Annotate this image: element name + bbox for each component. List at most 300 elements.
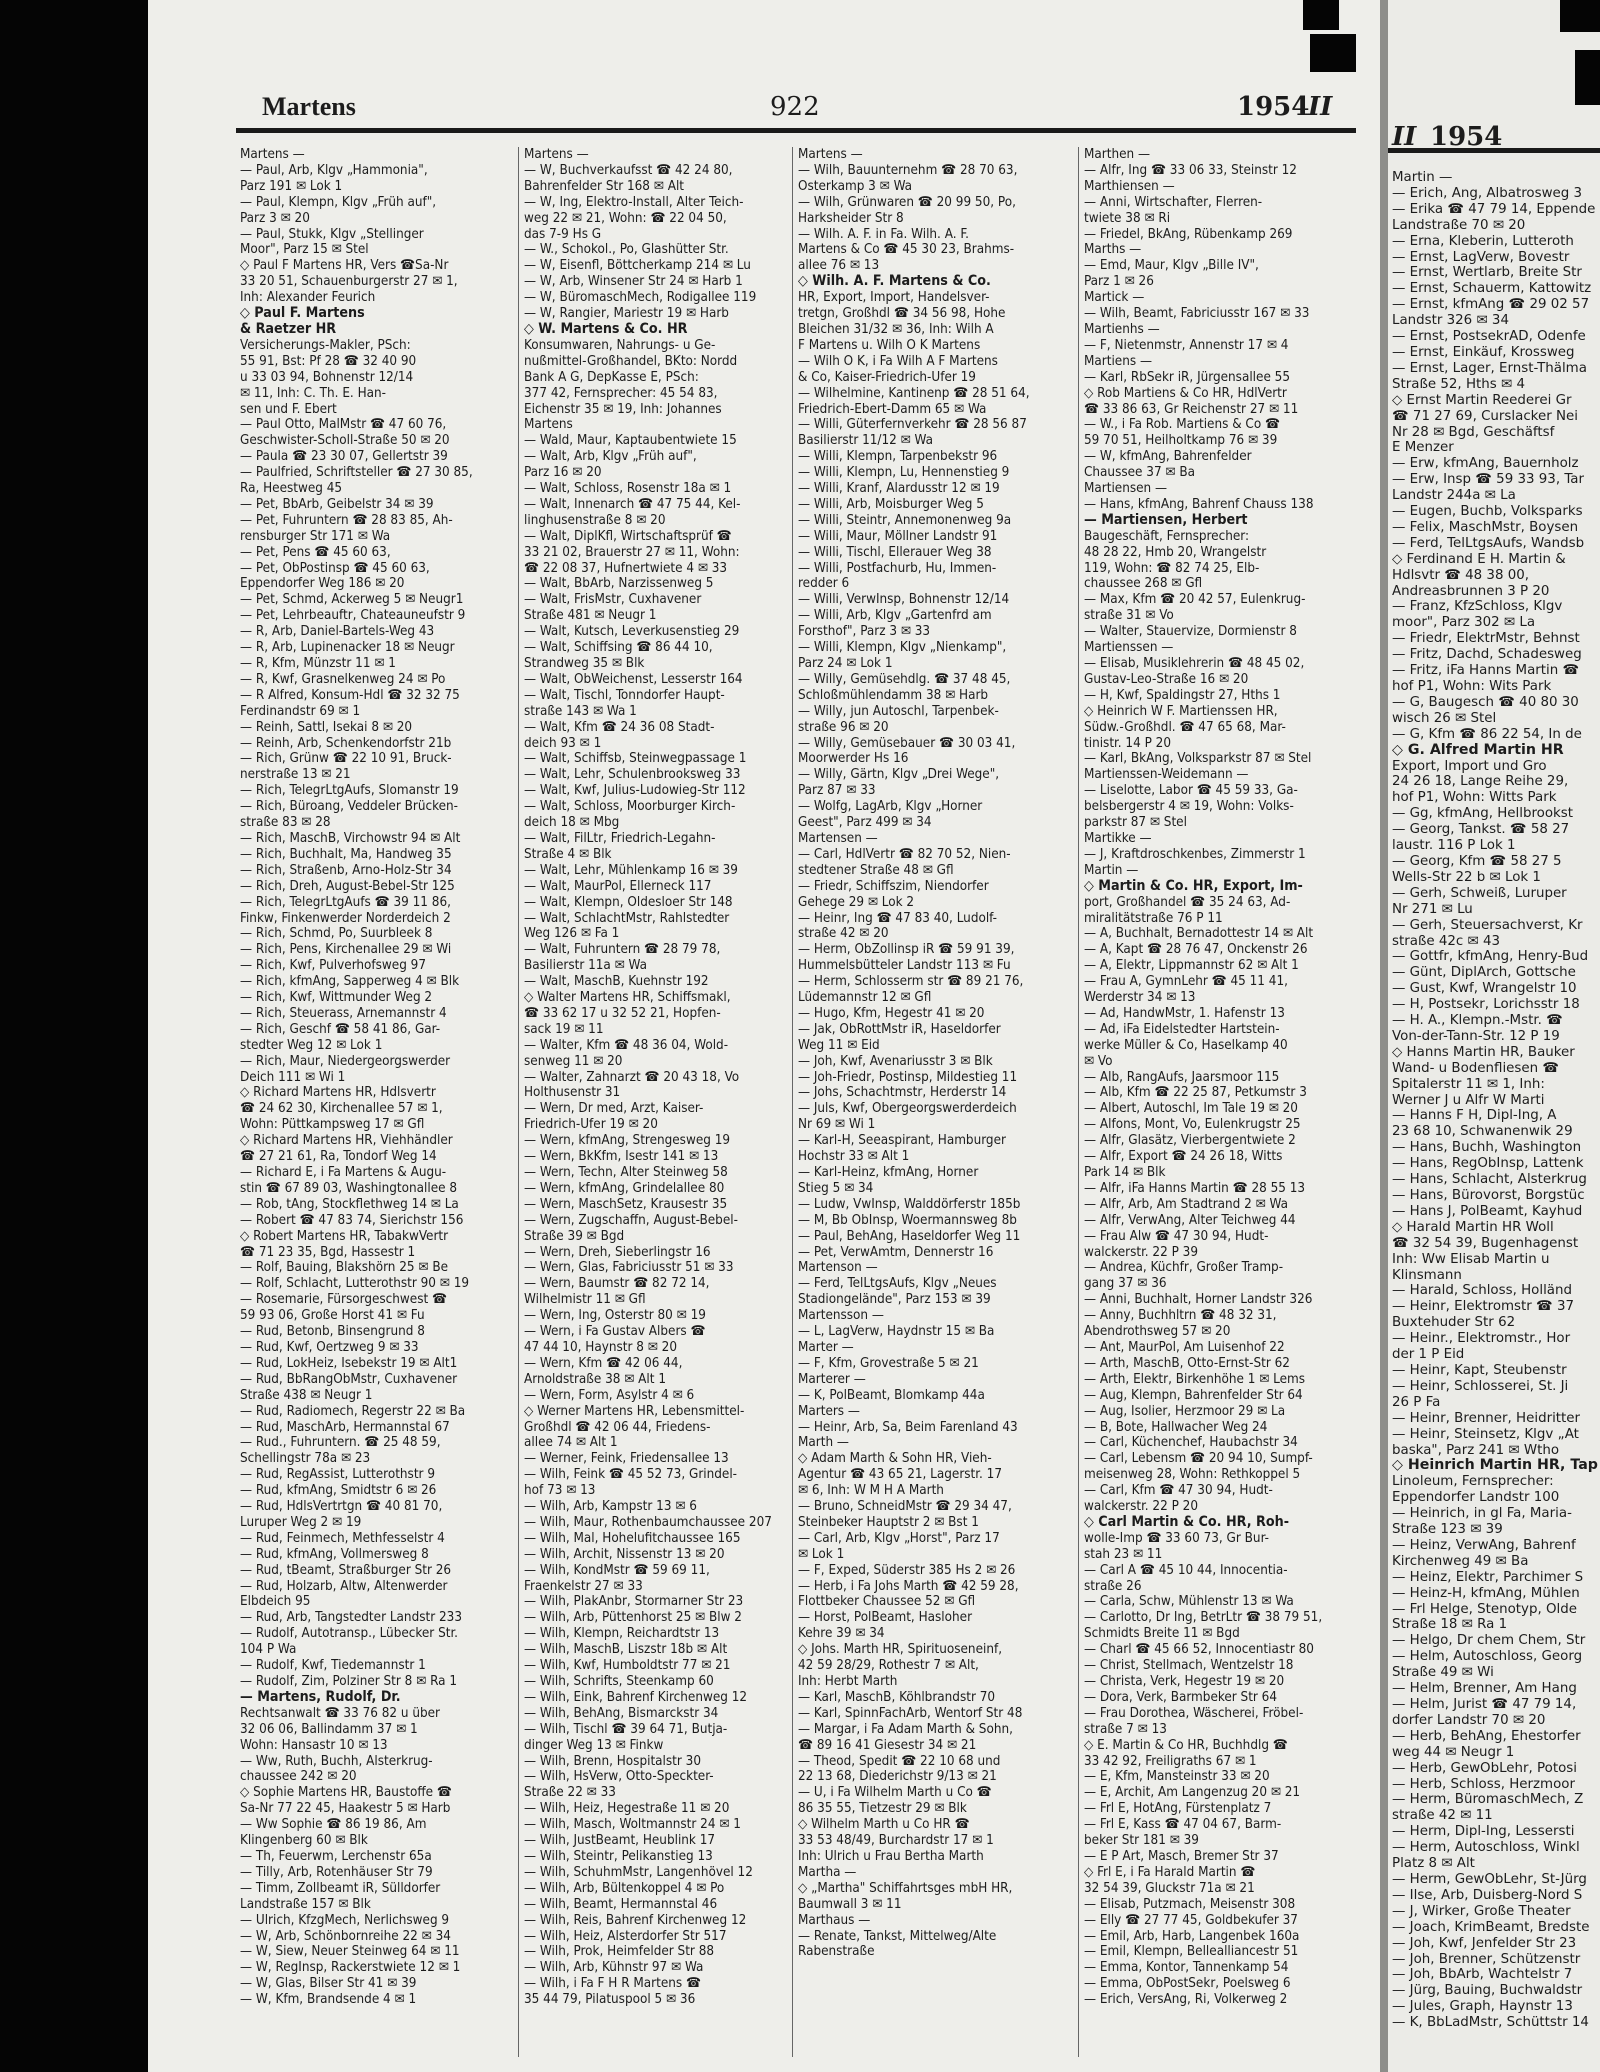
directory-entry-line: — Rud, Kwf, Oertzweg 9 ✉ 33 (240, 1339, 419, 1355)
directory-entry-line: Martensson — (798, 1308, 884, 1324)
directory-entry-line: redder 6 (798, 576, 850, 592)
directory-entry-line: — Horst, PolBeamt, Hasloher (798, 1610, 973, 1626)
directory-entry-line: — Herb, i Fa Johs Marth ☎ 42 59 28, (798, 1578, 1019, 1594)
directory-entry-line: — Pet, ObPostinsp ☎ 45 60 63, (240, 560, 430, 576)
directory-entry-line: — H, Kwf, Spaldingstr 27, Hths 1 (1084, 687, 1281, 703)
directory-entry-line: Baumwall 3 ✉ 11 (798, 1896, 902, 1912)
directory-entry-line: Straße 481 ✉ Neugr 1 (524, 608, 657, 624)
directory-entry-line: — Heinr, Elektromstr ☎ 37 (1392, 1299, 1575, 1315)
directory-entry-line: Basilierstr 11/12 ✉ Wa (798, 433, 933, 449)
directory-entry-line: Martick — (1084, 290, 1145, 306)
directory-entry-line: — J, Wirker, Große Theater (1392, 1903, 1571, 1919)
directory-entry-line: — Wilh, Heiz, Alsterdorfer Str 517 (524, 1928, 727, 1944)
directory-entry-line: — Joh, Brenner, Schützenstr (1392, 1951, 1581, 1967)
directory-entry-line: — Joh, Kwf, Avenariusstr 3 ✉ Blk (798, 1053, 993, 1069)
directory-entry-line: ☎ 24 62 30, Kirchenallee 57 ✉ 1, (240, 1101, 443, 1117)
directory-entry-line: — Wilh, i Fa F H R Martens ☎ (524, 1976, 701, 1992)
directory-entry-line: straße 31 ✉ Vo (1084, 608, 1174, 624)
directory-entry-line: ☎ 71 23 35, Bgd, Hassestr 1 (240, 1244, 416, 1260)
directory-entry-line: — K, BbLadMstr, Schüttstr 14 (1392, 2015, 1589, 2031)
directory-entry-line: — Herb, Schloss, Herzmoor (1392, 1776, 1575, 1792)
directory-entry-line: Landstraße 70 ✉ 20 (1392, 217, 1526, 233)
directory-entry-line: — Rudolf, Zim, Polziner Str 8 ✉ Ra 1 (240, 1674, 458, 1689)
directory-entry-line: ◇ Ernst Martin Reederei Gr (1392, 392, 1572, 408)
directory-entry-line: — Georg, Kfm ☎ 58 27 5 (1392, 853, 1562, 869)
directory-entry-line: Moor", Parz 15 ✉ Stel (240, 242, 369, 258)
directory-entry-line: — Christa, Verk, Hegestr 19 ✉ 20 (1084, 1674, 1285, 1689)
directory-entry-line: gang 37 ✉ 36 (1084, 1276, 1167, 1292)
directory-entry-line: — W, Arb, Schönbornreihe 22 ✉ 34 (240, 1928, 451, 1944)
directory-entry-line: — Erw, kfmAng, Bauernholz (1392, 456, 1579, 472)
directory-entry-line: — Rud, kfmAng, Vollmersweg 8 (240, 1546, 429, 1562)
directory-entry-line: ✉ Lok 1 (798, 1546, 845, 1562)
directory-entry-line: — Rud, Radiomech, Regerstr 22 ✉ Ba (240, 1403, 466, 1419)
directory-entry-line: Bahrenfelder Str 168 ✉ Alt (524, 178, 685, 194)
directory-entry-line: — Martiensen, Herbert (1084, 511, 1248, 528)
directory-entry-line: Stieg 5 ✉ 34 (798, 1180, 874, 1196)
directory-entry-line: — Rich, Buchhalt, Ma, Handweg 35 (240, 846, 452, 862)
directory-entry-line: — Wern, i Fa Gustav Albers ☎ (524, 1324, 706, 1340)
directory-entry-line: 377 42, Fernsprecher: 45 54 83, (524, 385, 718, 401)
directory-entry-line: — Heinr, Schlosserei, St. Ji (1392, 1378, 1569, 1394)
directory-entry-line: — Frau Dorothea, Wäscherei, Fröbel- (1084, 1705, 1304, 1721)
directory-entry-line: Martens — (240, 147, 305, 162)
directory-entry-line: — Heinr., Elektromstr., Hor (1392, 1331, 1571, 1347)
directory-entry-line: stedter Weg 12 ✉ Lok 1 (240, 1037, 383, 1053)
directory-entry-line: — Reinh, Sattl, Isekai 8 ✉ 20 (240, 719, 413, 735)
directory-entry-line: allee 76 ✉ 13 (798, 258, 880, 274)
facing-page-column (1392, 170, 1600, 2031)
directory-entry-line: — Dora, Verk, Barmbeker Str 64 (1084, 1689, 1278, 1705)
directory-entry-line: — Wern, Ing, Osterstr 80 ✉ 19 (524, 1308, 706, 1324)
directory-entry-line: — Paul Otto, MalMstr ☎ 47 60 76, (240, 417, 447, 433)
directory-entry-line: — Wern, Dreh, Sieberlingstr 16 (524, 1244, 711, 1260)
directory-entry-line: 86 35 55, Tietzestr 29 ✉ Blk (798, 1801, 967, 1817)
directory-entry-line: — Rud., Fuhruntern. ☎ 25 48 59, (240, 1435, 441, 1451)
directory-entry-line: — Willi, Klempn, Lu, Hennenstieg 9 (798, 465, 1010, 481)
directory-entry-line: — Wern, Dr med, Arzt, Kaiser- (524, 1101, 704, 1117)
directory-entry-line: Marterer — (798, 1371, 866, 1387)
page-year: 1954 (1237, 92, 1310, 122)
directory-entry-line: — Theod, Spedit ☎ 22 10 68 und (798, 1753, 1001, 1769)
directory-entry-line: ☎ 22 08 37, Hufnertwiete 4 ✉ 33 (524, 560, 728, 576)
directory-entry-line: — Aug, Isolier, Herzmoor 29 ✉ La (1084, 1403, 1286, 1419)
directory-entry-line: — Ww Sophie ☎ 86 19 86, Am (240, 1817, 427, 1833)
directory-entry-line: — Willi, Arb, Moisburger Weg 5 (798, 496, 984, 512)
directory-entry-line: — Wilh, PlakAnbr, Stormarner Str 23 (524, 1594, 744, 1610)
directory-entry-line: chaussee 268 ✉ Gfl (1084, 576, 1203, 592)
directory-entry-line: Martienhs — (1084, 321, 1160, 337)
directory-entry-line: — Emma, ObPostSekr, Poelsweg 6 (1084, 1976, 1291, 1992)
directory-column-3 (798, 147, 1072, 2057)
directory-entry-line: Platz 8 ✉ Alt (1392, 1856, 1475, 1872)
directory-entry-line: Inh: Alexander Feurich (240, 290, 376, 306)
directory-entry-line: — Wilh O K, i Fa Wilh A F Martens (798, 353, 998, 369)
directory-entry-line: — Helm, Autoschloss, Georg (1392, 1649, 1583, 1665)
directory-entry-line: — Charl ☎ 45 66 52, Innocentiastr 80 (1084, 1642, 1314, 1658)
column-divider (792, 147, 793, 2057)
directory-entry-line: Hummelsbütteler Landstr 113 ✉ Fu (798, 958, 1011, 974)
directory-entry-line: Osterkamp 3 ✉ Wa (798, 178, 913, 194)
directory-entry-line: — Erich, VersAng, Ri, Volkerweg 2 (1084, 1992, 1288, 2008)
directory-entry-line: — Rich, kfmAng, Sapperweg 4 ✉ Blk (240, 974, 460, 990)
directory-entry-line: ◇ Frl E, i Fa Harald Martin ☎ (1084, 1864, 1256, 1880)
directory-entry-line: ◇ Heinrich Martin HR, Tap (1392, 1457, 1598, 1474)
directory-entry-line: — Reinh, Arb, Schenkendorfstr 21b (240, 735, 452, 751)
directory-entry-line: — Elisab, Putzmach, Meisenstr 308 (1084, 1896, 1296, 1912)
directory-entry-line: — Joh-Friedr, Postinsp, Mildestieg 11 (798, 1069, 1018, 1085)
directory-entry-line: — Ferd, TelLtgsAufs, Wandsb (1392, 535, 1585, 551)
directory-entry-line: allee 74 ✉ Alt 1 (524, 1435, 618, 1451)
directory-entry-line: — Andrea, Küchfr, Großer Tramp- (1084, 1260, 1284, 1276)
directory-entry-line: — Helgo, Dr chem Chem, Str (1392, 1633, 1586, 1649)
directory-entry-line: Rabenstraße (798, 1944, 875, 1960)
directory-entry-line: twiete 38 ✉ Ri (1084, 210, 1171, 226)
directory-entry-line: — Juls, Kwf, Obergeorgswerderdeich (798, 1101, 1017, 1117)
directory-entry-line: — Gg, kfmAng, Hellbrookst (1392, 806, 1574, 822)
directory-entry-line: — Fritz, Dachd, Schadesweg (1392, 647, 1582, 663)
directory-entry-line: — Erika ☎ 47 79 14, Eppende (1392, 201, 1596, 217)
directory-entry-line: ✉ 6, Inh: W M H A Marth (798, 1483, 944, 1499)
directory-entry-line: Schloßmühlendamm 38 ✉ Harb (798, 687, 989, 703)
directory-entry-line: Arnoldstraße 38 ✉ Alt 1 (524, 1371, 666, 1387)
directory-entry-line: — Richard E, i Fa Martens & Augu- (240, 1165, 447, 1180)
directory-entry-line: — Wolfg, LagArb, Klgv „Horner (798, 799, 983, 815)
directory-entry-line: 23 68 10, Schwanenwik 29 (1392, 1124, 1573, 1140)
directory-entry-line: — Johs, Schachtmstr, Herderstr 14 (798, 1085, 1007, 1101)
directory-entry-line: — Wern, Glas, Fabriciusstr 51 ✉ 33 (524, 1260, 734, 1276)
directory-entry-line: — Carlotto, Dr Ing, BetrLtr ☎ 38 79 51, (1084, 1610, 1323, 1626)
directory-entry-line: — Anny, Buchhltrn ☎ 48 32 31, (1084, 1308, 1277, 1324)
directory-entry-line: weg 44 ✉ Neugr 1 (1392, 1744, 1515, 1760)
directory-entry-line: — Helm, Jurist ☎ 47 79 14, (1392, 1697, 1577, 1712)
directory-entry-line: — A, Kapt ☎ 28 76 47, Onckenstr 26 (1084, 942, 1308, 958)
directory-entry-line: — Max, Kfm ☎ 20 42 57, Eulenkrug- (1084, 592, 1306, 608)
directory-entry-line: — Rosemarie, Fürsorgeschwest ☎ (240, 1292, 448, 1308)
directory-entry-line: — W, Siew, Neuer Steinweg 64 ✉ 11 (240, 1944, 460, 1960)
directory-entry-line: — Wilh, Eink, Bahrenf Kirchenweg 12 (524, 1689, 748, 1705)
directory-entry-line: ◇ W. Martens & Co. HR (524, 320, 688, 337)
directory-entry-line: Friedrich-Ufer 19 ✉ 20 (524, 1117, 658, 1133)
directory-entry-line: — Wilh, Masch, Woltmannstr 24 ✉ 1 (524, 1817, 741, 1833)
directory-entry-line: — Hans, Schlacht, Alsterkrug (1392, 1172, 1587, 1188)
directory-entry-line: ◇ Werner Martens HR, Lebensmittel- (524, 1403, 745, 1419)
directory-entry-line: Nr 271 ✉ Lu (1392, 901, 1473, 917)
directory-entry-line: Martin — (1392, 170, 1453, 185)
directory-entry-line: port, Großhandel ☎ 35 24 63, Ad- (1084, 894, 1291, 910)
directory-entry-line: Südw.-Großhdl. ☎ 47 65 68, Mar- (1084, 719, 1286, 735)
directory-entry-line: ☎ 27 21 61, Ra, Tondorf Weg 14 (240, 1149, 437, 1165)
directory-entry-line: Parz 1 ✉ 26 (1084, 274, 1154, 290)
directory-entry-line: — Willy, Gemüsehdlg. ☎ 37 48 45, (798, 671, 1011, 687)
directory-entry-line: — Wern, kfmAng, Grindelallee 80 (524, 1180, 725, 1196)
directory-entry-line: — Emil, Klempn, Bellealliancestr 51 (1084, 1944, 1299, 1960)
scan-border-left (0, 0, 148, 2072)
directory-entry-line: straße 143 ✉ Wa 1 (524, 703, 637, 719)
directory-entry-line: Andreasbrunnen 3 P 20 (1392, 583, 1550, 599)
directory-entry-line: — U, i Fa Wilhelm Marth u Co ☎ (798, 1785, 992, 1801)
directory-entry-line: Chaussee 37 ✉ Ba (1084, 465, 1195, 481)
directory-entry-line: — Werner, Feink, Friedensallee 13 (524, 1451, 729, 1467)
directory-entry-line: stah 23 ✉ 11 (1084, 1546, 1163, 1562)
directory-entry-line: — Ant, MaurPol, Am Luisenhof 22 (1084, 1339, 1285, 1355)
directory-entry-line: Deich 111 ✉ Wi 1 (240, 1069, 346, 1085)
directory-entry-line: — Friedr, Schiffszim, Niendorfer (798, 878, 989, 894)
directory-entry-line: hof P1, Wohn: Wits Park (1392, 679, 1552, 694)
directory-entry-line: — Albert, Autoschl, Im Tale 19 ✉ 20 (1084, 1101, 1298, 1117)
directory-entry-line: — M, Bb ObInsp, Woermannsweg 8b (798, 1212, 1017, 1228)
directory-entry-line: HR, Export, Import, Handelsver- (798, 290, 990, 306)
directory-entry-line: — Frau Alw ☎ 47 30 94, Hudt- (1084, 1228, 1269, 1244)
directory-entry-line: — Wilh, Grünwaren ☎ 20 99 50, Po, (798, 194, 1016, 210)
directory-entry-line: — Wilh, JustBeamt, Heublink 17 (524, 1833, 716, 1849)
directory-entry-line: — Jules, Graph, Haynstr 13 (1392, 1999, 1573, 2015)
directory-entry-line: — E, Archit, Am Langenzug 20 ✉ 21 (1084, 1785, 1301, 1801)
directory-entry-line: Wilhelmistr 11 ✉ Gfl (524, 1292, 646, 1308)
directory-entry-line: ◇ Sophie Martens HR, Baustoffe ☎ (240, 1785, 452, 1801)
directory-entry-line: — Joach, KrimBeamt, Bredste (1392, 1919, 1590, 1935)
directory-entry-line: walckerstr. 22 P 20 (1084, 1499, 1199, 1515)
directory-entry-line: straße 7 ✉ 13 (1084, 1721, 1167, 1737)
directory-entry-line: — Willi, Klempn, Tarpenbekstr 96 (798, 449, 998, 465)
directory-entry-line: — Joh, Kwf, Jenfelder Str 23 (1392, 1935, 1577, 1951)
directory-entry-line: Martiensen — (1084, 481, 1168, 497)
directory-entry-line: — Paul, Arb, Klgv „Hammonia", (240, 162, 428, 178)
directory-entry-line: — H. A., Klempn.-Mstr. ☎ (1392, 1013, 1563, 1029)
directory-entry-line: Hdlsvtr ☎ 48 38 00, (1392, 567, 1530, 583)
directory-entry-line: — Rich, Pens, Kirchenallee 29 ✉ Wi (240, 942, 452, 958)
directory-entry-line: — Ernst, Einkäuf, Krossweg (1392, 344, 1575, 360)
directory-entry-line: — Wilh, Heiz, Hegestraße 11 ✉ 20 (524, 1801, 730, 1817)
directory-entry-line: — Friedr, ElektrMstr, Behnst (1392, 631, 1580, 647)
directory-entry-line: 33 53 48/49, Burchardstr 17 ✉ 1 (798, 1833, 994, 1849)
directory-entry-line: — L, LagVerw, Haydnstr 15 ✉ Ba (798, 1324, 995, 1340)
directory-entry-line: — Alfr, Export ☎ 24 26 18, Witts (1084, 1149, 1283, 1165)
directory-entry-line: Parz 16 ✉ 20 (524, 465, 602, 481)
directory-entry-line: — A, Buchhalt, Bernadottestr 14 ✉ Alt (1084, 926, 1314, 942)
directory-entry-line: — Wilh, Arb, Kühnstr 97 ✉ Wa (524, 1960, 704, 1976)
directory-entry-line: — Walt, Kfm ☎ 24 36 08 Stadt- (524, 719, 715, 735)
directory-entry-line: Straße 39 ✉ Bgd (524, 1228, 625, 1244)
directory-entry-line: — K, PolBeamt, Blomkamp 44a (798, 1387, 985, 1403)
directory-entry-line: — Rob, tAng, Stockflethweg 14 ✉ La (240, 1196, 459, 1212)
directory-entry-line: 59 70 51, Heilholtkamp 76 ✉ 39 (1084, 433, 1278, 449)
directory-entry-line: — Walt, Innenarch ☎ 47 75 44, Kel- (524, 496, 741, 512)
directory-entry-line: — Willi, Tischl, Ellerauer Weg 38 (798, 544, 992, 560)
directory-entry-line: Spitalerstr 11 ✉ 1, Inh: (1392, 1076, 1545, 1092)
directory-entry-line: & Co, Kaiser-Friedrich-Ufer 19 (798, 369, 976, 385)
directory-entry-line: Friedrich-Ebert-Damm 65 ✉ Wa (798, 401, 987, 417)
directory-entry-line: — Walter, Kfm ☎ 48 36 04, Wold- (524, 1037, 729, 1053)
directory-entry-line: — Wern, Baumstr ☎ 82 72 14, (524, 1276, 710, 1292)
facing-page-volume: II (1392, 122, 1417, 152)
directory-entry-line: — Hans, Bürovorst, Borgstüc (1392, 1188, 1585, 1203)
directory-entry-line: Weg 126 ✉ Fa 1 (524, 926, 620, 942)
directory-entry-line: — Erich, Ang, Albatrosweg 3 (1392, 185, 1583, 201)
directory-entry-line: — Ad, HandwMstr, 1. Hafenstr 13 (1084, 1005, 1285, 1021)
directory-entry-line: Marter — (798, 1339, 854, 1355)
directory-entry-line: ◇ Paul F Martens HR, Vers ☎Sa-Nr (240, 258, 449, 274)
directory-entry-line: — Wern, Kfm ☎ 42 06 44, (524, 1355, 683, 1371)
directory-entry-line: Parz 87 ✉ 33 (798, 783, 876, 799)
directory-entry-line: — Willi, Maur, Möllner Landstr 91 (798, 528, 998, 544)
directory-entry-line: Inh: Herbt Marth (798, 1674, 898, 1689)
directory-entry-line: ◇ Harald Martin HR Woll (1392, 1219, 1554, 1235)
directory-entry-line: — Gerh, Steuersachverst, Kr (1392, 917, 1583, 933)
directory-entry-line: stedtener Straße 48 ✉ Gfl (798, 862, 954, 878)
directory-entry-line: Schmidts Breite 11 ✉ Bgd (1084, 1626, 1240, 1642)
directory-entry-line: Baugeschäft, Fernsprecher: (1084, 528, 1250, 544)
directory-entry-line: sack 19 ✉ 11 (524, 1021, 604, 1037)
directory-entry-line: 24 26 18, Lange Reihe 29, (1392, 774, 1569, 790)
directory-entry-line: ◇ Richard Martens HR, Hdlsvertr (240, 1085, 436, 1101)
directory-entry-line: — Rich, Kwf, Wittmunder Weg 2 (240, 990, 433, 1006)
directory-entry-line: Martin — (1084, 862, 1139, 878)
directory-entry-line: — Fritz, iFa Hanns Martin ☎ (1392, 663, 1580, 679)
directory-entry-line: — Pet, VerwAmtm, Dennerstr 16 (798, 1244, 994, 1260)
directory-entry-line: — Wern, MaschSetz, Krausestr 35 (524, 1196, 728, 1212)
directory-entry-line: — W., Schokol., Po, Glashütter Str. (524, 242, 729, 258)
directory-entry-line: — Karl-H, Seeaspirant, Hamburger (798, 1133, 1006, 1149)
directory-entry-line: — Herm, GewObLehr, St-Jürg (1392, 1871, 1587, 1887)
directory-entry-line: — Ludw, VwInsp, Walddörferstr 185b (798, 1196, 1021, 1212)
directory-entry-line: nerstraße 13 ✉ 21 (240, 767, 351, 783)
directory-entry-line: — F, Nietenmstr, Annenstr 17 ✉ 4 (1084, 337, 1289, 353)
directory-entry-line: Martienssen-Weidemann — (1084, 767, 1249, 783)
directory-entry-line: — Heinz-H, kfmAng, Mühlen (1392, 1585, 1580, 1601)
directory-entry-line: ✉ Vo (1084, 1053, 1113, 1069)
directory-entry-line: Landstraße 157 ✉ Blk (240, 1896, 371, 1912)
directory-entry-line: — Rich, Dreh, August-Bebel-Str 125 (240, 878, 455, 894)
directory-entry-line: — Th, Feuerwm, Lerchenstr 65a (240, 1848, 432, 1864)
directory-entry-line: Straße 123 ✉ 39 (1392, 1522, 1503, 1538)
directory-entry-line: — Frl Helge, Stenotyp, Olde (1392, 1601, 1577, 1617)
directory-entry-line: tinistr. 14 P 20 (1084, 735, 1171, 751)
directory-entry-line: — Walt, DiplKfl, Wirtschaftsprüf ☎ (524, 528, 732, 544)
directory-entry-line: — W, Kfm, Brandsende 4 ✉ 1 (240, 1992, 417, 2008)
directory-entry-line: ◇ Heinrich W F. Martienssen HR, (1084, 703, 1278, 719)
directory-entry-line: — Wilh, Beamt, Fabriciusstr 167 ✉ 33 (1084, 306, 1310, 322)
directory-entry-line: Elbdeich 95 (240, 1594, 311, 1610)
directory-entry-line: — Ernst, Lager, Ernst-Thälma (1392, 360, 1587, 376)
directory-entry-line: — Wilh. A. F. in Fa. Wilh. A. F. (798, 226, 969, 242)
directory-entry-line: — Rich, Kwf, Pulverhofsweg 97 (240, 958, 426, 974)
directory-entry-line: Nr 69 ✉ Wi 1 (798, 1117, 876, 1133)
directory-entry-line: — Walt, Schloss, Rosenstr 18a ✉ 1 (524, 481, 732, 497)
directory-entry-line: — Heinr, Brenner, Heidritter (1392, 1410, 1581, 1426)
directory-entry-line: Stadiongelände", Parz 153 ✉ 39 (798, 1292, 991, 1308)
directory-entry-line: — F, Kfm, Grovestraße 5 ✉ 21 (798, 1355, 979, 1371)
directory-entry-line: — Carla, Schw, Mühlenstr 13 ✉ Wa (1084, 1594, 1294, 1610)
directory-entry-line: — Wilh, Archit, Nissenstr 13 ✉ 20 (524, 1546, 725, 1562)
directory-entry-line: — R, Arb, Lupinenacker 18 ✉ Neugr (240, 640, 455, 656)
page-number: 922 (770, 92, 820, 122)
directory-entry-line: — Christ, Stellmach, Wentzelstr 18 (1084, 1658, 1294, 1674)
directory-entry-line: — Wilh, Beamt, Hermannstal 46 (524, 1896, 718, 1912)
directory-entry-line: wisch 26 ✉ Stel (1392, 710, 1497, 726)
directory-entry-line: — R Alfred, Konsum-Hdl ☎ 32 32 75 (240, 687, 460, 703)
directory-entry-line: — Pet, Fuhruntern ☎ 28 83 85, Ah- (240, 512, 453, 528)
directory-entry-line: — Karl, MaschB, Köhlbrandstr 70 (798, 1689, 996, 1705)
directory-entry-line: Weg 11 ✉ Eid (798, 1037, 880, 1053)
directory-entry-line: laustr. 116 P Lok 1 (1392, 838, 1516, 854)
directory-entry-line: — Erna, Kleberin, Lutteroth (1392, 233, 1574, 249)
directory-entry-line: — Aug, Klempn, Bahrenfelder Str 64 (1084, 1387, 1303, 1403)
column-divider (1078, 147, 1079, 2057)
directory-entry-line: — Carl, Küchenchef, Haubachstr 34 (1084, 1435, 1298, 1451)
directory-entry-line: — W, Rangier, Mariestr 19 ✉ Harb (524, 306, 729, 322)
directory-entry-line: — Alb, RangAufs, Jaarsmoor 115 (1084, 1069, 1280, 1085)
directory-entry-line: — Walt, FilLtr, Friedrich-Legahn- (524, 830, 716, 846)
directory-entry-line: — Rich, MaschB, Virchowstr 94 ✉ Alt (240, 830, 461, 846)
directory-entry-line: — Wilh, Steintr, Pelikanstieg 13 (524, 1848, 713, 1864)
directory-entry-line: — Wilh, HsVerw, Otto-Speckter- (524, 1769, 714, 1785)
directory-entry-line: Marths — (1084, 242, 1142, 258)
directory-entry-line: Marthiensen — (1084, 178, 1175, 194)
directory-entry-line: — Liselotte, Labor ☎ 45 59 33, Ga- (1084, 783, 1298, 799)
directory-entry-line: Nr 28 ✉ Bgd, Geschäftsf (1392, 424, 1555, 440)
directory-entry-line: Park 14 ✉ Blk (1084, 1165, 1166, 1180)
directory-entry-line: dinger Weg 13 ✉ Finkw (524, 1737, 664, 1753)
directory-entry-line: — Carl, Arb, Klgv „Horst", Parz 17 (798, 1530, 1000, 1546)
directory-entry-line: der 1 P Eid (1392, 1347, 1465, 1363)
directory-entry-line: — Alfr, Ing ☎ 33 06 33, Steinstr 12 (1084, 162, 1297, 178)
directory-entry-line: — W., i Fa Rob. Martiens & Co ☎ (1084, 417, 1281, 433)
directory-entry-line: — Ernst, LagVerw, Bovestr (1392, 249, 1570, 265)
directory-entry-line: Finkw, Finkenwerder Norderdeich 2 (240, 910, 451, 926)
directory-entry-line: — Carl, HdlVertr ☎ 82 70 52, Nien- (798, 846, 1011, 862)
directory-entry-line: — J, Kraftdroschkenbes, Zimmerstr 1 (1084, 846, 1306, 862)
directory-entry-line: Straße 22 ✉ 33 (524, 1785, 616, 1801)
directory-entry-line: — Georg, Tankst. ☎ 58 27 (1392, 822, 1570, 838)
directory-entry-line: — Hans J, PolBeamt, Kayhud (1392, 1203, 1583, 1219)
directory-entry-line: — Herm, Autoschloss, Winkl (1392, 1840, 1580, 1856)
directory-entry-line: — Walt, Tischl, Tonndorfer Haupt- (524, 687, 725, 703)
directory-entry-line: — W, Buchverkaufsst ☎ 42 24 80, (524, 162, 733, 178)
directory-entry-line: Eppendorfer Weg 186 ✉ 20 (240, 576, 405, 592)
directory-entry-line: — Pet, Schmd, Ackerweg 5 ✉ Neugr1 (240, 592, 464, 608)
directory-entry-line: — H, Postsekr, Lorichsstr 18 (1392, 997, 1580, 1013)
directory-entry-line: F Martens u. Wilh O K Martens (798, 337, 981, 353)
directory-entry-line: — Walt, Lehr, Mühlenkamp 16 ✉ 39 (524, 862, 738, 878)
directory-entry-line: wolle-Imp ☎ 33 60 73, Gr Bur- (1084, 1530, 1270, 1546)
directory-entry-line: — Hugo, Kfm, Hegestr 41 ✉ 20 (798, 1005, 985, 1021)
directory-entry-line: ☎ 71 27 69, Curslacker Nei (1392, 408, 1578, 424)
directory-entry-line: — Karl, RbSekr iR, Jürgensallee 55 (1084, 369, 1291, 385)
directory-entry-line: stin ☎ 67 89 03, Washingtonallee 8 (240, 1180, 458, 1196)
directory-entry-line: — Rich, Geschf ☎ 58 41 86, Gar- (240, 1021, 441, 1037)
directory-entry-line: — Walt, Arb, Klgv „Früh auf", (524, 449, 697, 465)
directory-entry-line: — Elisab, Musiklehrerin ☎ 48 45 02, (1084, 656, 1305, 671)
directory-entry-line: — Rolf, Bauing, Blakshörn 25 ✉ Be (240, 1260, 448, 1276)
directory-entry-line: hof P1, Wohn: Witts Park (1392, 790, 1557, 806)
directory-entry-line: — Rich, Straßenb, Arno-Holz-Str 34 (240, 862, 452, 878)
directory-entry-line: das 7-9 Hs G (524, 226, 602, 242)
directory-entry-line: — Renate, Tankst, Mittelweg/Alte (798, 1928, 997, 1944)
directory-entry-line: — Gust, Kwf, Wrangelstr 10 (1392, 981, 1577, 997)
directory-entry-line: straße 96 ✉ 20 (798, 719, 889, 735)
directory-entry-line: — Walter, Stauervize, Dormienstr 8 (1084, 624, 1297, 640)
directory-entry-line: Martha — (798, 1864, 857, 1880)
directory-entry-line: Kirchenweg 49 ✉ Ba (1392, 1553, 1529, 1569)
directory-entry-line: — Rudolf, Kwf, Tiedemannstr 1 (240, 1658, 426, 1674)
directory-entry-line: — Heinrich, in gl Fa, Maria- (1392, 1506, 1572, 1522)
directory-entry-line: — Wilh, Arb, Bültenkoppel 4 ✉ Po (524, 1880, 725, 1896)
directory-entry-line: Schellingstr 78a ✉ 23 (240, 1451, 371, 1467)
directory-entry-line: — Eugen, Buchb, Volksparks (1392, 504, 1583, 520)
directory-entry-line: meisenweg 28, Wohn: Rethkoppel 5 (1084, 1467, 1301, 1483)
directory-entry-line: Marth — (798, 1435, 849, 1451)
